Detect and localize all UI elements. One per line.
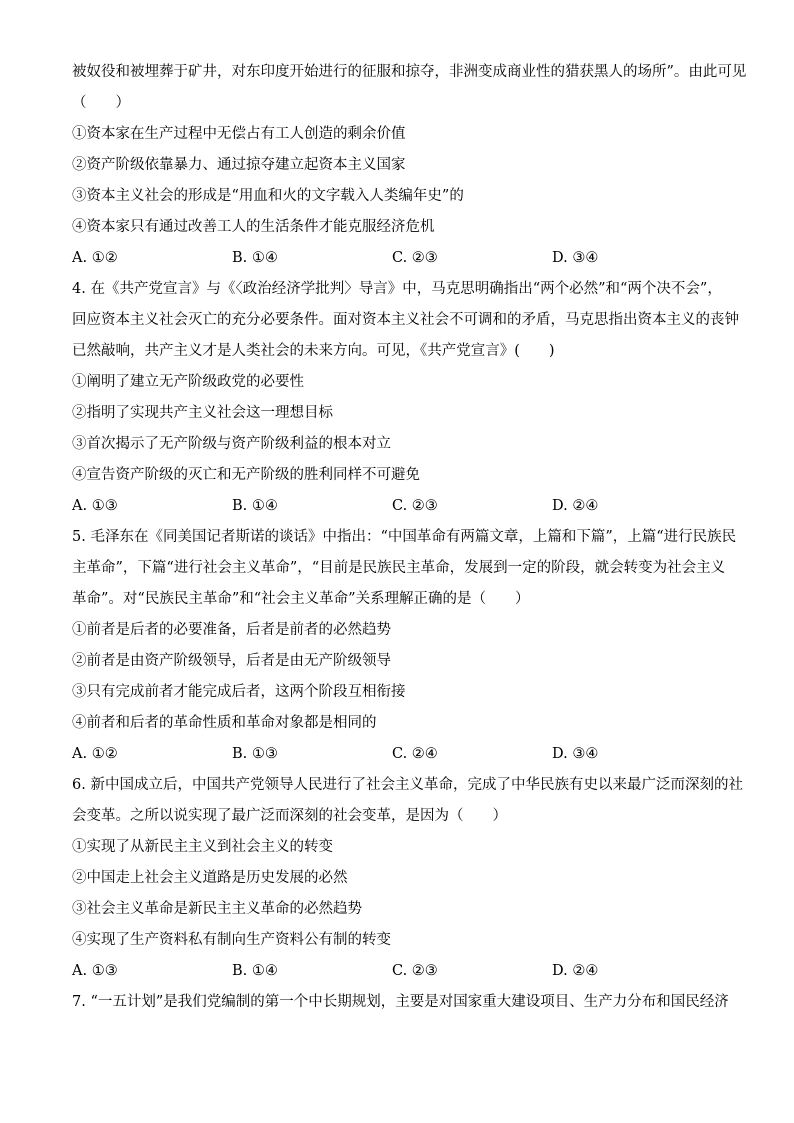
question-stem-line: 6. 新中国成立后，中国共产党领导人民进行了社会主义革命，完成了中华民族有史以来最广泛而深刻的社: [72, 777, 743, 793]
option-a: A. ①②: [72, 250, 118, 266]
option-b: B. ①④: [232, 963, 278, 979]
option-c: C. ②③: [392, 963, 438, 979]
question-7: [72, 992, 732, 1012]
question-stem-line: 主革命”，下篇“进行社会主义革命”，“目前是民族民主革命，发展到一定的阶段，就会转变为社会主义: [72, 560, 726, 576]
choice-item: ②指明了实现共产主义社会这一理想目标: [72, 405, 333, 421]
question-stem-line: 被奴役和被埋葬于矿井，对东印度开始进行的征服和掠夺，非洲变成商业性的猎获黑人的场所”。由此可见: [72, 64, 747, 80]
question-stem-line: 5. 毛泽东在《同美国记者斯诺的谈话》中指出：“中国革命有两篇文章，上篇和下篇”，上篇“进行民族民: [72, 529, 737, 545]
question-5: [72, 527, 737, 764]
choice-item: ④资本家只有通过改善工人的生活条件才能克服经济危机: [72, 219, 435, 235]
answer-blank: （ ）: [72, 95, 130, 111]
option-b: B. ①④: [232, 498, 278, 514]
question-stem-line: 已然敲响，共产主义才是人类社会的未来方向。可见，《共产党宣言》( ): [72, 343, 555, 359]
answer-options: [72, 496, 732, 516]
choice-item: ③社会主义革命是新民主主义革命的必然趋势: [72, 901, 362, 917]
option-c: C. ②④: [392, 746, 438, 762]
choice-item: ③资本主义社会的形成是“用血和火的文字载入人类编年史”的: [72, 188, 464, 204]
question-stem-line: 4. 在《共产党宣言》与《〈政治经济学批判〉导言》中，马克思明确指出“两个必然”和“两个决不会”，: [72, 281, 722, 297]
option-d: D. ②④: [552, 498, 599, 514]
option-a: A. ①③: [72, 498, 118, 514]
option-c: C. ②③: [392, 250, 438, 266]
option-a: A. ①②: [72, 746, 118, 762]
option-b: B. ①③: [232, 746, 278, 762]
option-a: A. ①③: [72, 963, 118, 979]
choice-item: ③首次揭示了无产阶级与资产阶级利益的根本对立: [72, 436, 391, 452]
option-d: D. ②④: [552, 963, 599, 979]
answer-options: [72, 248, 732, 268]
choice-item: ②中国走上社会主义道路是历史发展的必然: [72, 870, 348, 886]
choice-item: ④实现了生产资料私有制向生产资料公有制的转变: [72, 932, 391, 948]
answer-options: [72, 961, 732, 981]
question-stem-line: 会变革。之所以说实现了最广泛而深刻的社会变革，是因为（ ）: [72, 808, 507, 824]
question-stem-line: 7. “一五计划”是我们党编制的第一个中长期规划，主要是对国家重大建设项目、生产力分布和国民经济: [72, 994, 729, 1010]
option-b: B. ①④: [232, 250, 278, 266]
choice-item: ②资产阶级依靠暴力、通过掠夺建立起资本主义国家: [72, 157, 406, 173]
question-stem-line: 革命”。对“民族民主革命”和“社会主义革命”关系理解正确的是（ ）: [72, 591, 530, 607]
question-4: [72, 279, 739, 516]
choice-item: ①实现了从新民主主义到社会主义的转变: [72, 839, 333, 855]
question-stem-line: 回应资本主义社会灭亡的充分必要条件。面对资本主义社会不可调和的矛盾，马克思指出资本主义的丧钟: [72, 312, 739, 328]
option-c: C. ②③: [392, 498, 438, 514]
answer-options: [72, 744, 732, 764]
question-6: [72, 775, 743, 981]
choice-item: ①资本家在生产过程中无偿占有工人创造的剩余价值: [72, 126, 406, 142]
choice-item: ②前者是由资产阶级领导，后者是由无产阶级领导: [72, 653, 391, 669]
choice-item: ④前者和后者的革命性质和革命对象都是相同的: [72, 715, 377, 731]
option-d: D. ③④: [552, 746, 599, 762]
choice-item: ③只有完成前者才能完成后者，这两个阶段互相衔接: [72, 684, 406, 700]
question-3-continuation: [72, 62, 747, 268]
choice-item: ①前者是后者的必要准备，后者是前者的必然趋势: [72, 622, 391, 638]
choice-item: ④宣告资产阶级的灭亡和无产阶级的胜利同样不可避免: [72, 467, 420, 483]
choice-item: ①阐明了建立无产阶级政党的必要性: [72, 374, 304, 390]
option-d: D. ③④: [552, 250, 599, 266]
exam-page: [72, 62, 747, 1023]
